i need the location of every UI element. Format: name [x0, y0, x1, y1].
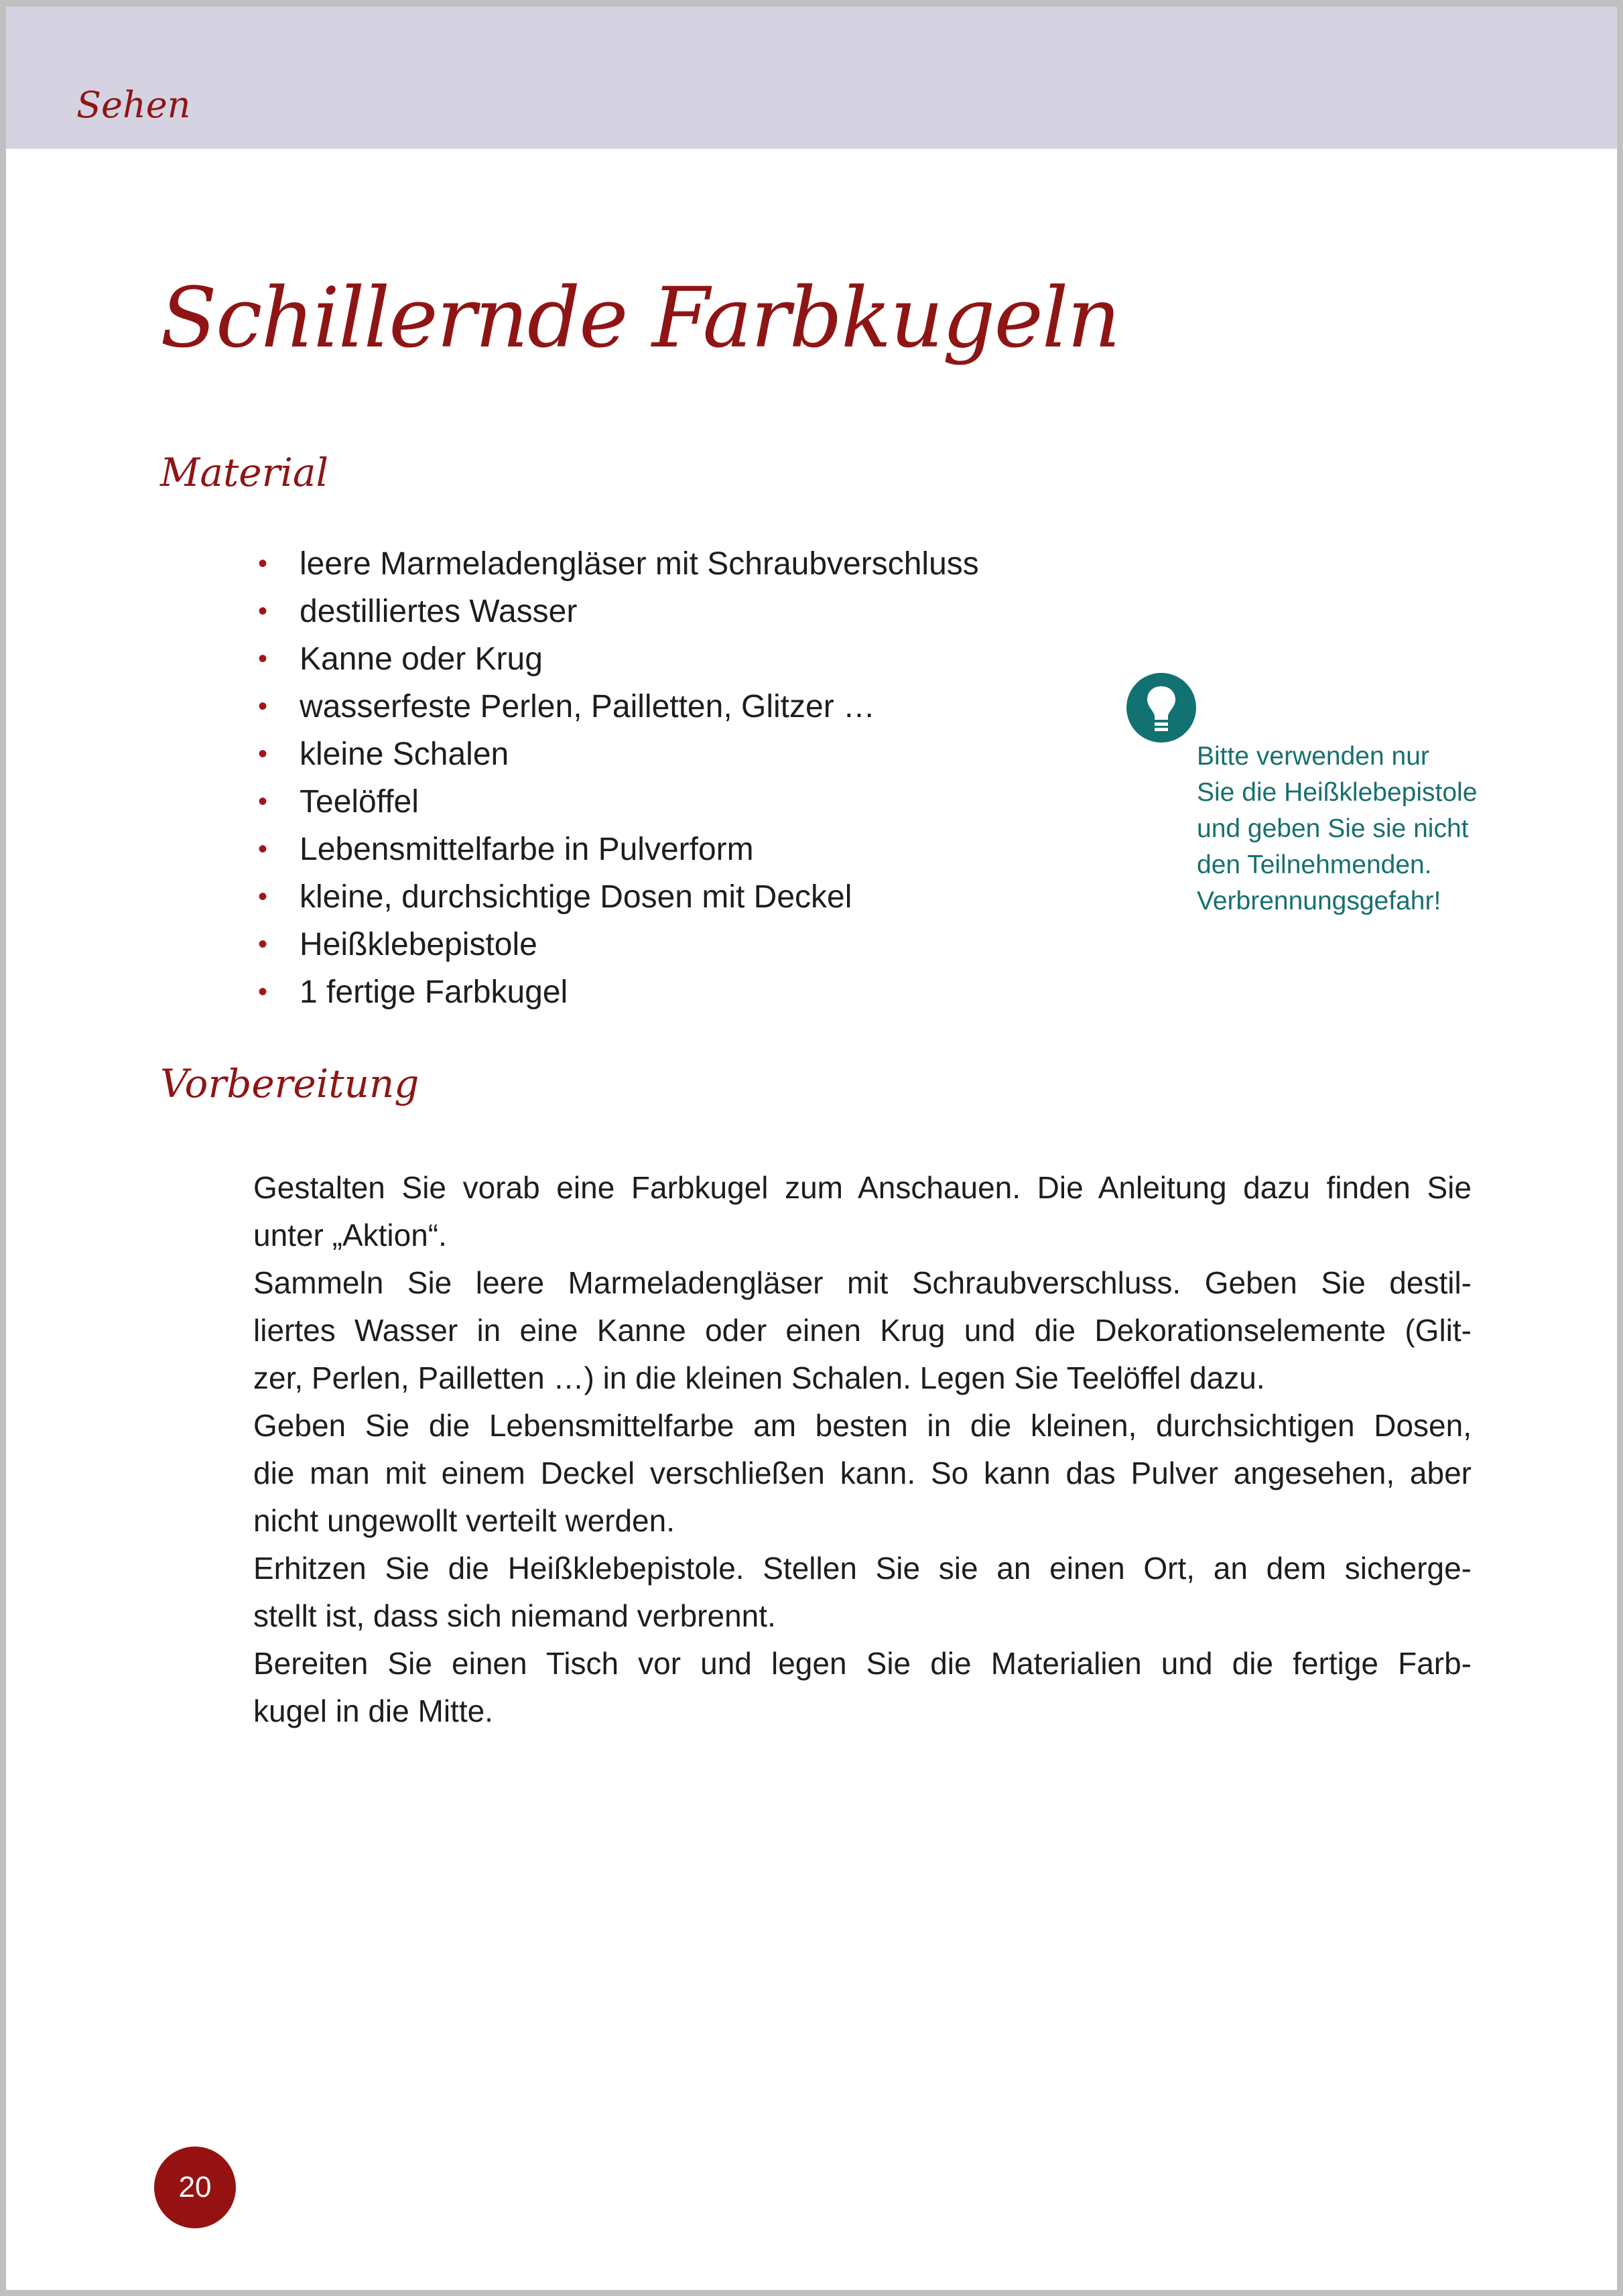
list-item-text: Heißklebepistole — [300, 927, 537, 962]
text-line: nicht ungewollt verteilt werden. — [253, 1503, 675, 1538]
text-line: unter „Aktion“. — [253, 1218, 447, 1253]
list-item-text: destilliertes Wasser — [300, 594, 578, 629]
list-item-text: Lebensmittelfarbe in Pulverform — [300, 832, 754, 867]
list-item — [254, 778, 979, 826]
material-heading: Material — [160, 450, 329, 495]
bullet-icon: • — [258, 549, 268, 578]
list-item — [254, 683, 979, 730]
bullet-icon: • — [258, 787, 268, 816]
list-item-text: kleine Schalen — [300, 737, 509, 772]
list-item-text: kleine, durchsichtige Dosen mit Deckel — [300, 879, 852, 915]
text-line: stellt ist, dass sich niemand verbrennt. — [253, 1598, 776, 1633]
text-line: zer, Perlen, Pailletten …) in die kleinen Schalen. Legen Sie Teelöffel dazu. — [253, 1360, 1265, 1395]
list-item-text: 1 fertige Farbkugel — [300, 974, 568, 1010]
tip-text — [1197, 739, 1477, 919]
bullet-icon: • — [258, 644, 268, 674]
material-list — [254, 540, 979, 1016]
list-item-text: leere Marmeladengläser mit Schraubverschluss — [300, 546, 979, 582]
list-item — [254, 588, 979, 635]
list-item — [254, 968, 979, 1016]
bullet-icon: • — [258, 834, 268, 864]
text-line: Bereiten Sie einen Tisch vor und legen Sie die Materialien und die fertige Farb- — [253, 1646, 1472, 1681]
list-item — [254, 826, 979, 873]
text-line: die man mit einem Deckel verschließen kann. So kann das Pulver angesehen, aber — [253, 1456, 1472, 1490]
section-label: Sehen — [76, 84, 191, 126]
text-line: Erhitzen Sie die Heißklebepistole. Stellen Sie sie an einen Ort, an dem sicherge- — [253, 1551, 1472, 1586]
bullet-icon: • — [258, 930, 268, 959]
list-item — [254, 730, 979, 778]
tip-line: Bitte verwenden nur — [1197, 742, 1429, 771]
preparation-text — [253, 1164, 1472, 1735]
tip-line: den Teilnehmenden. — [1197, 850, 1432, 879]
preparation-heading: Vorbereitung — [160, 1061, 419, 1106]
tip-line: Sie die Heißklebepistole — [1197, 778, 1478, 807]
text-line: kugel in die Mitte. — [253, 1694, 493, 1728]
page — [6, 7, 1617, 2290]
list-item — [254, 635, 979, 683]
lightbulb-icon — [1126, 673, 1196, 743]
list-item-text: wasserfeste Perlen, Pailletten, Glitzer … — [300, 689, 876, 724]
bullet-icon: • — [258, 596, 268, 626]
text-line: Sammeln Sie leere Marmeladengläser mit Schraubverschluss. Geben Sie destil- — [253, 1265, 1472, 1300]
page-title: Schillernde Farbkugeln — [160, 270, 1120, 367]
list-item-text: Kanne oder Krug — [300, 641, 543, 677]
bullet-icon: • — [258, 739, 268, 769]
list-item — [254, 540, 979, 588]
bullet-icon: • — [258, 692, 268, 721]
list-item-text: Teelöffel — [300, 784, 419, 820]
header-band — [6, 7, 1617, 149]
text-line: Geben Sie die Lebensmittelfarbe am besten in die kleinen, durchsichtigen Dosen, — [253, 1408, 1472, 1443]
text-line: liertes Wasser in eine Kanne oder einen Krug und die Dekorationselemente (Glit- — [253, 1313, 1472, 1348]
tip-line: und geben Sie sie nicht — [1197, 814, 1469, 843]
bullet-icon: • — [258, 977, 268, 1007]
list-item — [254, 873, 979, 921]
bullet-icon: • — [258, 882, 268, 911]
list-item — [254, 921, 979, 968]
tip-line: Verbrennungsgefahr! — [1197, 887, 1441, 915]
page-number: 20 — [154, 2147, 236, 2228]
text-line: Gestalten Sie vorab eine Farbkugel zum Anschauen. Die Anleitung dazu finden Sie — [253, 1170, 1472, 1205]
